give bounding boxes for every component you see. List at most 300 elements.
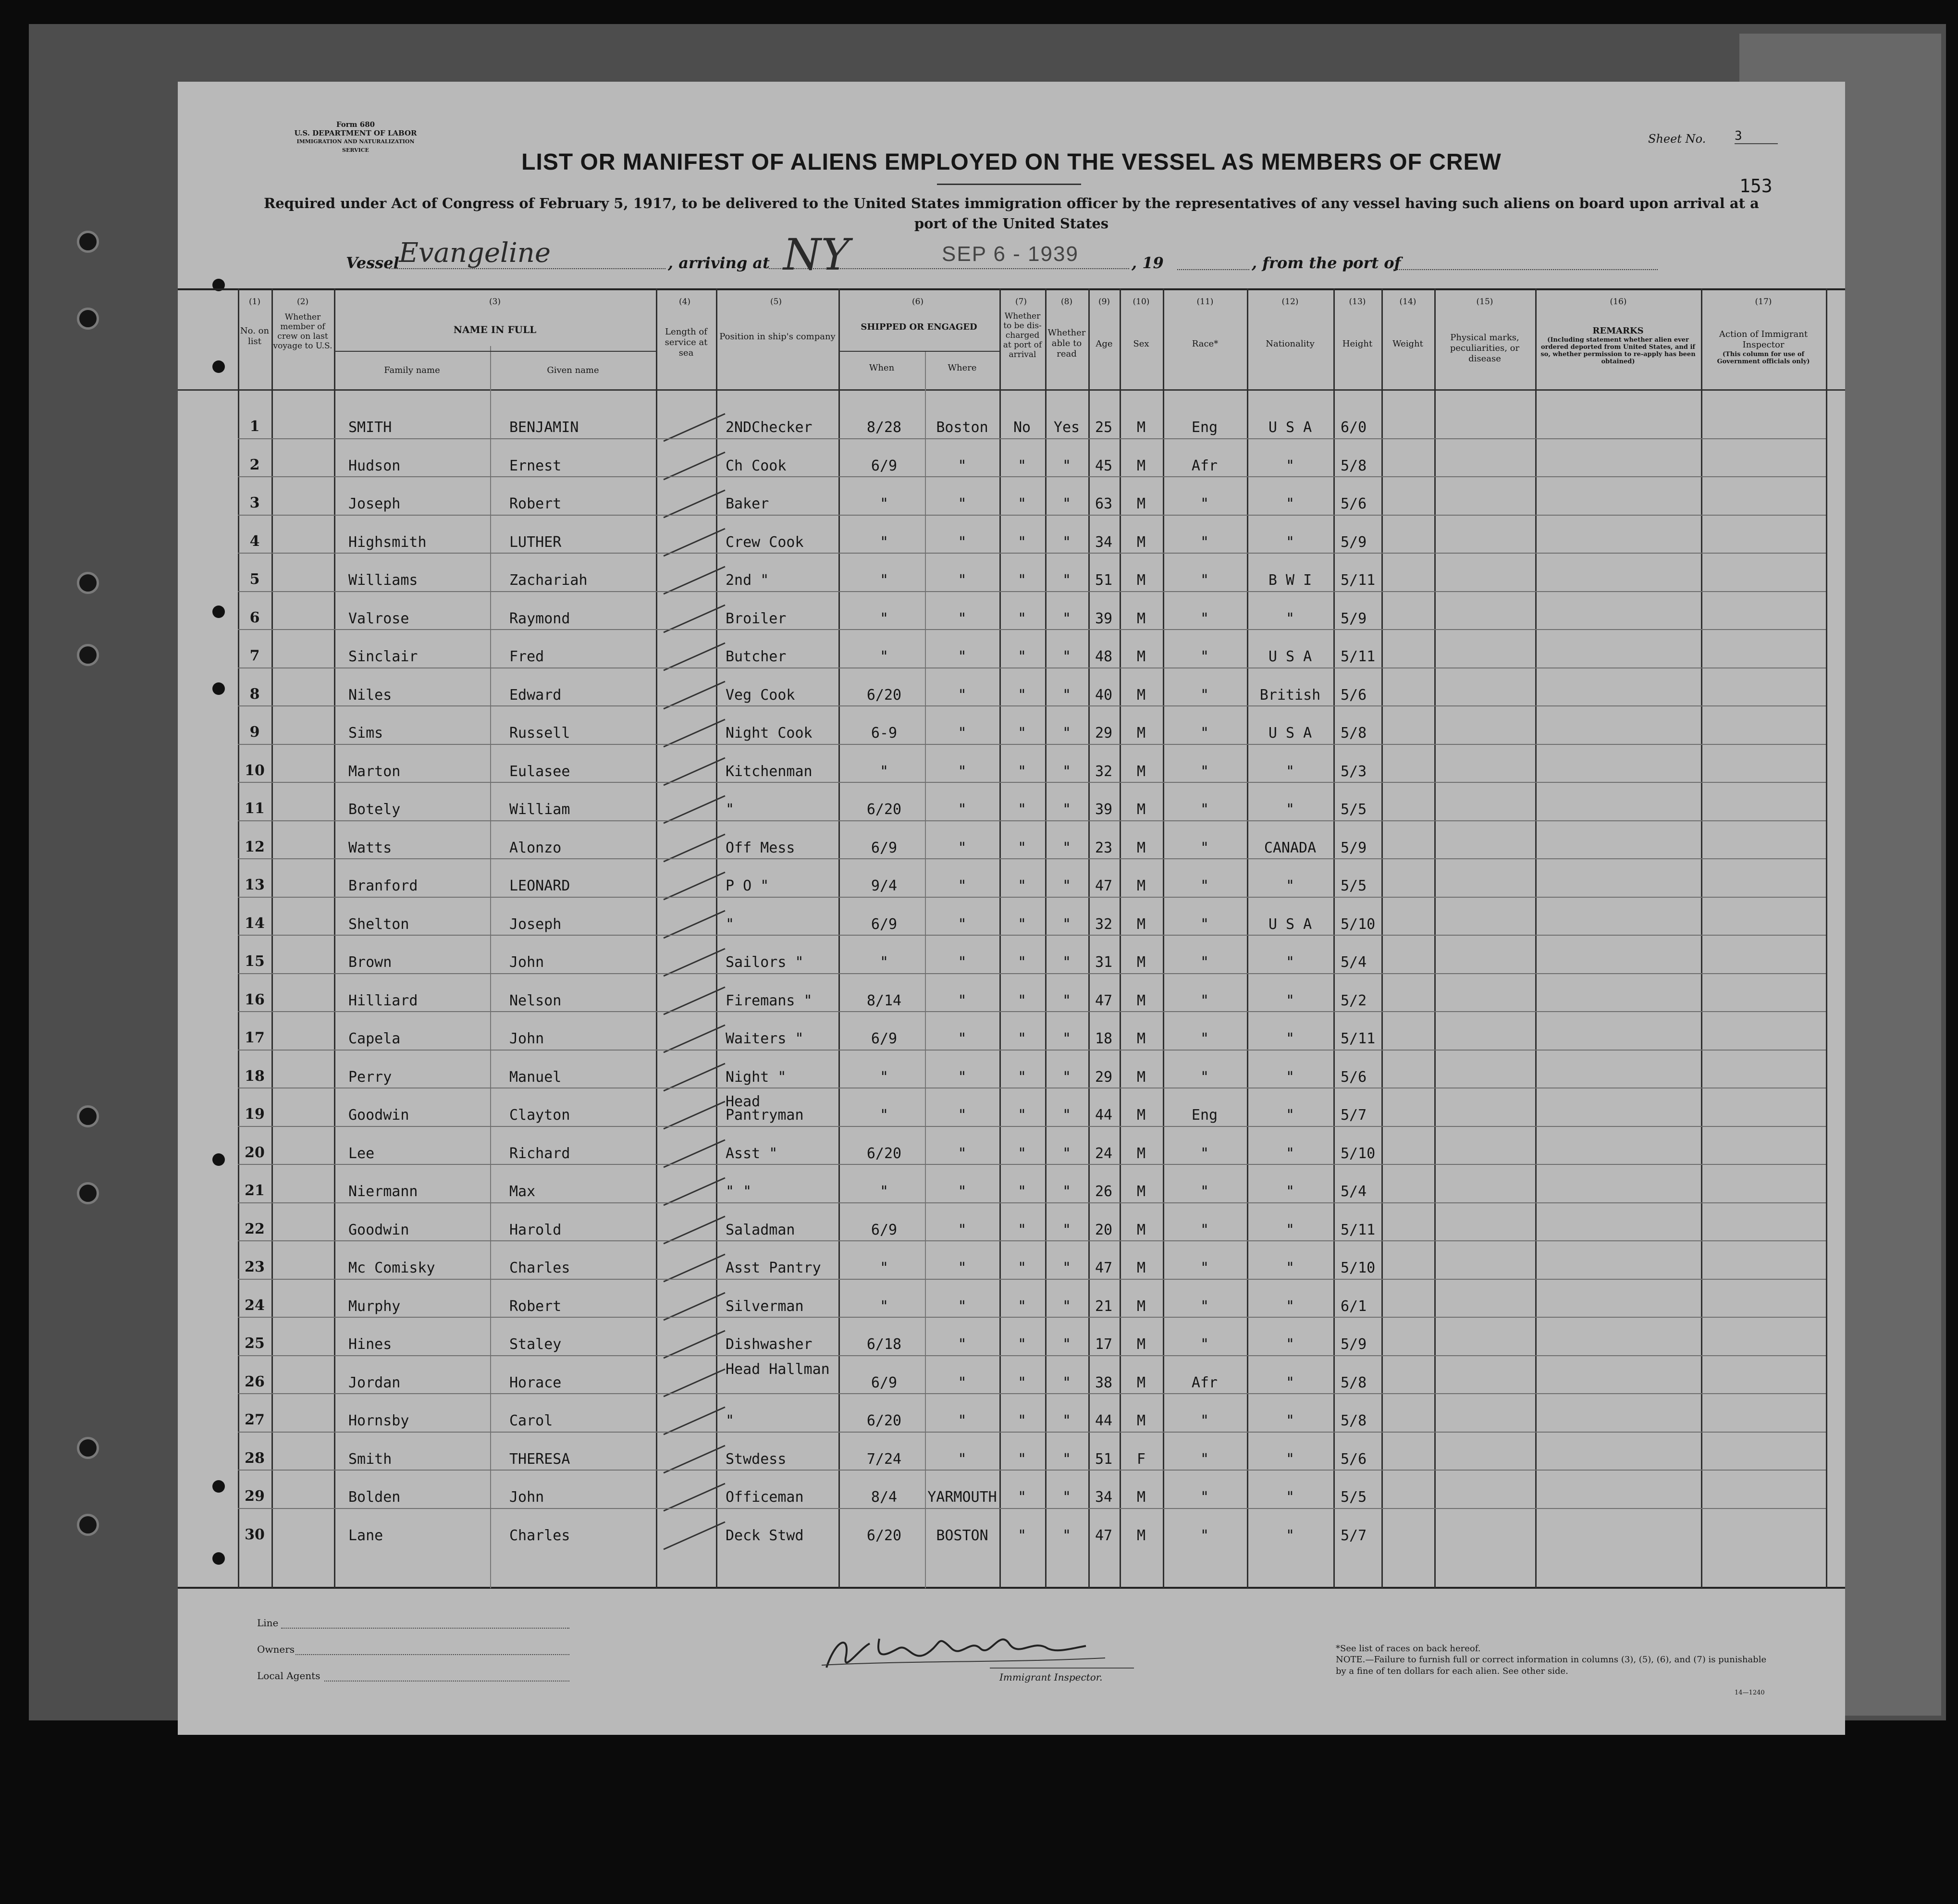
where-cell: " [958, 1412, 967, 1429]
sex-cell: M [1136, 954, 1146, 971]
row-number: 22 [245, 1220, 265, 1237]
discharged-cell: " [1017, 572, 1027, 589]
col-height: Height [1342, 339, 1373, 349]
position-cell: Dishwasher [726, 1336, 813, 1353]
manifest-sheet [178, 82, 1845, 1735]
when-cell: 6/20 [866, 801, 902, 818]
age-cell: 29 [1095, 1068, 1113, 1086]
family-name-cell: Watts [348, 839, 392, 856]
col-num: (16) [1610, 297, 1627, 307]
race-cell: " [1200, 878, 1209, 894]
row-rule [238, 1164, 1826, 1165]
binder-hole [77, 231, 99, 253]
position-cell: Waiters " [726, 1030, 804, 1047]
row-number: 14 [245, 915, 265, 932]
height-cell: 5/8 [1341, 1374, 1367, 1391]
given-name-cell: John [509, 1030, 544, 1047]
when-cell: " [879, 610, 889, 627]
row-number: 21 [245, 1182, 265, 1199]
height-cell: 5/8 [1341, 725, 1367, 742]
age-cell: 21 [1095, 1298, 1113, 1315]
nationality-cell: " [1285, 533, 1295, 551]
inspector-label: Immigrant Inspector. [999, 1671, 1103, 1683]
race-cell: " [1200, 610, 1209, 627]
row-number: 18 [245, 1067, 265, 1085]
age-cell: 38 [1095, 1374, 1113, 1391]
discharged-cell: " [1017, 1183, 1027, 1200]
row-number: 26 [245, 1373, 265, 1390]
row-rule [238, 782, 1826, 783]
age-cell: 34 [1095, 1489, 1113, 1506]
when-cell: 6-9 [871, 725, 898, 742]
age-cell: 47 [1095, 1260, 1113, 1276]
race-cell: Afr [1191, 1374, 1218, 1391]
position-cell: Broiler [726, 610, 787, 627]
col-remarks-note: (Including statement whether alien ever ordered deported from United States, and if so, whether permission to re-apply has been obtained) [1540, 336, 1696, 365]
age-cell: 44 [1095, 1412, 1113, 1429]
height-cell: 5/11 [1341, 572, 1376, 589]
where-cell: " [958, 1183, 967, 1200]
read-cell: " [1062, 572, 1071, 589]
punch-hole [212, 1552, 225, 1565]
race-cell: " [1200, 1260, 1209, 1276]
discharged-cell: " [1017, 648, 1027, 665]
height-cell: 5/4 [1341, 954, 1367, 971]
when-cell: " [879, 1068, 889, 1086]
read-cell: Yes [1053, 419, 1080, 436]
binder-hole [77, 1514, 99, 1536]
col-no-on-list: No. on list [240, 326, 270, 346]
col-num: (7) [1015, 297, 1027, 307]
col-sex: Sex [1133, 339, 1149, 349]
race-cell: " [1200, 1489, 1209, 1506]
given-name-cell: Ernest [509, 457, 562, 474]
discharged-cell: " [1017, 1374, 1027, 1391]
given-name-cell: William [509, 801, 570, 818]
read-cell: " [1062, 839, 1071, 856]
height-cell: 5/5 [1341, 878, 1367, 894]
read-cell: " [1062, 533, 1071, 551]
vessel-name-field [389, 235, 665, 269]
col-num: (17) [1755, 297, 1772, 307]
given-name-cell: Richard [509, 1145, 570, 1162]
discharged-cell: " [1017, 1527, 1027, 1544]
owners-field [296, 1653, 569, 1655]
discharged-cell: " [1017, 1030, 1027, 1047]
department: U.S. DEPARTMENT OF LABOR [294, 129, 417, 137]
race-cell: " [1200, 1336, 1209, 1353]
sex-cell: M [1136, 1489, 1146, 1506]
nationality-cell: CANADA [1264, 839, 1317, 856]
column-rule [490, 346, 491, 1588]
read-cell: " [1062, 1030, 1071, 1047]
where-cell: " [958, 610, 967, 627]
row-rule [238, 476, 1826, 477]
row-rule [238, 1050, 1826, 1051]
family-name-cell: Goodwin [348, 1221, 409, 1238]
discharged-cell: " [1017, 725, 1027, 742]
given-name-cell: LUTHER [509, 533, 562, 551]
position-cell: Night Cook [726, 725, 813, 742]
family-name-cell: Lee [348, 1145, 375, 1162]
read-cell: " [1062, 992, 1071, 1009]
when-cell: 8/14 [866, 992, 902, 1009]
height-cell: 5/11 [1341, 1030, 1376, 1047]
position-cell: Crew Cook [726, 533, 804, 551]
row-rule [238, 973, 1826, 974]
punch-hole [212, 682, 225, 695]
discharged-cell: " [1017, 878, 1027, 894]
family-name-cell: Williams [348, 572, 418, 589]
sex-cell: M [1136, 1260, 1146, 1276]
row-rule [238, 858, 1826, 859]
nationality-cell: " [1285, 1068, 1295, 1086]
race-cell: " [1200, 992, 1209, 1009]
where-cell: " [958, 878, 967, 894]
when-cell: 6/9 [871, 1030, 898, 1047]
given-name-cell: Staley [509, 1336, 562, 1353]
nationality-cell: " [1285, 1489, 1295, 1506]
table-top-rule [178, 288, 1845, 290]
position-cell: P O " [726, 878, 769, 894]
row-rule [238, 515, 1826, 516]
height-cell: 5/10 [1341, 1145, 1376, 1162]
col-weight: Weight [1392, 339, 1423, 349]
family-name-cell: Highsmith [348, 533, 427, 551]
col-num: (5) [770, 297, 782, 307]
nationality-cell: " [1285, 763, 1295, 780]
where-cell: " [958, 495, 967, 512]
arriving-port: NY [783, 230, 850, 280]
row-rule [238, 438, 1826, 439]
when-cell: 6/9 [871, 1221, 898, 1238]
discharged-cell: " [1017, 1068, 1027, 1086]
discharged-cell: " [1017, 1298, 1027, 1315]
family-name-cell: Mc Comisky [348, 1260, 435, 1276]
position-cell: Sailors " [726, 954, 804, 971]
read-cell: " [1062, 1336, 1071, 1353]
sex-cell: M [1136, 457, 1146, 474]
row-rule [238, 820, 1826, 821]
read-cell: " [1062, 1068, 1071, 1086]
race-cell: " [1200, 1412, 1209, 1429]
position-cell: " [726, 915, 735, 933]
when-cell: 9/4 [871, 878, 898, 894]
discharged-cell: " [1017, 495, 1027, 512]
family-name-cell: Lane [348, 1527, 383, 1544]
shipped-subheader-rule [838, 351, 999, 352]
when-cell: " [879, 495, 889, 512]
discharged-cell: " [1017, 801, 1027, 818]
nationality-cell: " [1285, 1107, 1295, 1124]
position-cell: 2nd " [726, 572, 769, 589]
discharged-cell: " [1017, 763, 1027, 780]
nationality-cell: " [1285, 992, 1295, 1009]
col-discharged: Whether to be dis-charged at port of arrival [1003, 311, 1042, 359]
age-cell: 40 [1095, 686, 1113, 704]
race-cell: " [1200, 1221, 1209, 1238]
height-cell: 5/5 [1341, 1489, 1367, 1506]
col-nationality: Nationality [1266, 339, 1315, 349]
col-num: (13) [1349, 297, 1366, 307]
given-name-cell: Robert [509, 1298, 562, 1315]
where-cell: " [958, 839, 967, 856]
family-name-cell: Perry [348, 1068, 392, 1086]
sex-cell: M [1136, 686, 1146, 704]
race-cell: " [1200, 1298, 1209, 1315]
vessel-label: Vessel [346, 254, 399, 272]
sex-cell: M [1136, 915, 1146, 933]
col-given-name: Given name [547, 365, 599, 375]
nationality-cell: " [1285, 1412, 1295, 1429]
nationality-cell: " [1285, 878, 1295, 894]
nationality-cell: U S A [1268, 419, 1312, 436]
family-name-cell: Brown [348, 954, 392, 971]
position-cell: Asst " [726, 1145, 778, 1162]
read-cell: " [1062, 1298, 1071, 1315]
height-cell: 6/1 [1341, 1298, 1367, 1315]
col-num: (15) [1476, 297, 1493, 307]
age-cell: 63 [1095, 495, 1113, 512]
sex-cell: M [1136, 763, 1146, 780]
age-cell: 17 [1095, 1336, 1113, 1353]
when-cell: " [879, 1107, 889, 1124]
row-rule [238, 1240, 1826, 1241]
read-cell: " [1062, 1412, 1071, 1429]
family-name-cell: Marton [348, 763, 401, 780]
where-cell: " [958, 1221, 967, 1238]
family-name-cell: Botely [348, 801, 401, 818]
sheet-label: Sheet No. [1648, 132, 1706, 146]
local-agents-label: Local Agents [257, 1670, 320, 1681]
row-rule [238, 1126, 1826, 1127]
signature-line [990, 1668, 1134, 1669]
position-cell: Head Pantryman [726, 1093, 804, 1124]
col-num: (11) [1196, 297, 1214, 307]
height-cell: 5/9 [1341, 1336, 1367, 1353]
discharged-cell: " [1017, 533, 1027, 551]
row-number: 23 [245, 1259, 265, 1275]
given-name-cell: Manuel [509, 1068, 562, 1086]
age-cell: 39 [1095, 610, 1113, 627]
read-cell: " [1062, 495, 1071, 512]
given-name-cell: Robert [509, 495, 562, 512]
race-cell: " [1200, 801, 1209, 818]
family-name-cell: Branford [348, 878, 418, 894]
row-rule [238, 935, 1826, 936]
table-bottom-rule [178, 1587, 1845, 1589]
race-cell: " [1200, 1183, 1209, 1200]
arriving-port-field [769, 230, 1129, 280]
position-cell: Off Mess [726, 839, 795, 856]
row-rule [238, 1393, 1826, 1394]
height-cell: 5/11 [1341, 1221, 1376, 1238]
race-cell: " [1200, 839, 1209, 856]
height-cell: 5/7 [1341, 1107, 1367, 1124]
height-cell: 5/6 [1341, 495, 1367, 512]
row-rule [238, 1470, 1826, 1471]
height-cell: 5/11 [1341, 648, 1376, 665]
row-number: 19 [245, 1106, 265, 1123]
discharged-cell: " [1017, 610, 1027, 627]
age-cell: 51 [1095, 572, 1113, 589]
discharged-cell: " [1017, 839, 1027, 856]
given-name-cell: Russell [509, 725, 570, 742]
given-name-cell: Nelson [509, 992, 562, 1009]
position-cell: " " [726, 1183, 752, 1200]
sex-cell: M [1136, 878, 1146, 894]
row-rule [238, 629, 1826, 630]
binder-hole [77, 572, 99, 594]
family-name-cell: Joseph [348, 495, 401, 512]
height-cell: 5/10 [1341, 1260, 1376, 1276]
family-name-cell: Sims [348, 725, 383, 742]
sex-cell: M [1136, 1412, 1146, 1429]
punch-hole [212, 1480, 225, 1493]
row-rule [238, 1432, 1826, 1433]
row-number: 7 [249, 647, 260, 664]
family-name-cell: Niermann [348, 1183, 418, 1200]
nationality-cell: " [1285, 1336, 1295, 1353]
col-name-in-full: NAME IN FULL [453, 324, 537, 335]
discharged-cell: " [1017, 1412, 1027, 1429]
where-cell: " [958, 725, 967, 742]
discharged-cell: " [1017, 1336, 1027, 1353]
binder-hole [77, 308, 99, 330]
read-cell: " [1062, 801, 1071, 818]
col-num: (12) [1281, 297, 1299, 307]
punch-hole [212, 1153, 225, 1166]
binder-hole [77, 644, 99, 666]
read-cell: " [1062, 1183, 1071, 1200]
sex-cell: M [1136, 572, 1146, 589]
family-name-cell: Sinclair [348, 648, 418, 665]
given-name-cell: Clayton [509, 1107, 570, 1124]
race-cell: " [1200, 1068, 1209, 1086]
family-name-cell: Hudson [348, 457, 401, 474]
row-number: 27 [245, 1411, 265, 1428]
family-name-cell: Hilliard [348, 992, 418, 1009]
when-cell: 6/20 [866, 1527, 902, 1544]
race-cell: " [1200, 1527, 1209, 1544]
col-length-service: Length of service at sea [665, 327, 708, 358]
nationality-cell: " [1285, 1527, 1295, 1544]
row-number: 4 [249, 532, 260, 550]
nationality-cell: B W I [1268, 572, 1312, 589]
given-name-cell: Charles [509, 1260, 570, 1276]
col-num: (3) [489, 297, 501, 307]
race-cell: " [1200, 763, 1209, 780]
header-bottom-rule [178, 389, 1845, 391]
age-cell: 23 [1095, 839, 1113, 856]
position-cell: Asst Pantry [726, 1260, 821, 1276]
where-cell: YARMOUTH [927, 1489, 997, 1506]
age-cell: 32 [1095, 915, 1113, 933]
row-rule [238, 1355, 1826, 1356]
position-cell: Silverman [726, 1298, 804, 1315]
given-name-cell: Raymond [509, 610, 570, 627]
age-cell: 47 [1095, 878, 1113, 894]
race-cell: " [1200, 495, 1209, 512]
read-cell: " [1062, 878, 1071, 894]
family-name-cell: Niles [348, 686, 392, 704]
col-race: Race* [1192, 339, 1219, 349]
form-code: 14—1240 [1735, 1689, 1765, 1696]
where-cell: " [958, 992, 967, 1009]
age-cell: 31 [1095, 954, 1113, 971]
nationality-cell: " [1285, 801, 1295, 818]
year-field [1177, 268, 1249, 270]
given-name-cell: Alonzo [509, 839, 562, 856]
when-cell: 6/20 [866, 686, 902, 704]
form-number: Form 680 [336, 120, 375, 129]
row-rule [238, 1317, 1826, 1318]
row-rule [238, 591, 1826, 592]
position-cell: Veg Cook [726, 686, 795, 704]
read-cell: " [1062, 1527, 1071, 1544]
family-name-cell: Capela [348, 1030, 401, 1047]
age-cell: 26 [1095, 1183, 1113, 1200]
nationality-cell: " [1285, 495, 1295, 512]
read-cell: " [1062, 1450, 1071, 1468]
nationality-cell: U S A [1268, 725, 1312, 742]
where-cell: " [958, 533, 967, 551]
when-cell: " [879, 954, 889, 971]
when-cell: " [879, 572, 889, 589]
year-label: , 19 [1132, 254, 1164, 272]
sex-cell: M [1136, 533, 1146, 551]
race-cell: Eng [1191, 1107, 1218, 1124]
when-cell: 8/4 [871, 1489, 898, 1506]
read-cell: " [1062, 648, 1071, 665]
race-cell: " [1200, 686, 1209, 704]
row-number: 12 [245, 838, 265, 855]
service: IMMIGRATION AND NATURALIZATION SERVICE [296, 138, 415, 153]
discharged-cell: " [1017, 915, 1027, 933]
column-rule [925, 351, 926, 1588]
where-cell: Boston [936, 419, 988, 436]
read-cell: " [1062, 1489, 1071, 1506]
position-cell: " [726, 801, 735, 818]
sex-cell: M [1136, 1374, 1146, 1391]
col-num: (4) [678, 297, 691, 307]
sheet-number: 3 [1735, 129, 1778, 144]
given-name-cell: John [509, 954, 544, 971]
nationality-cell: " [1285, 1298, 1295, 1315]
where-cell: " [958, 1336, 967, 1353]
read-cell: " [1062, 1221, 1071, 1238]
position-cell: Baker [726, 495, 769, 512]
row-number: 3 [249, 495, 260, 511]
col-when: When [869, 363, 895, 373]
read-cell: " [1062, 725, 1071, 742]
height-cell: 5/9 [1341, 533, 1367, 551]
given-name-cell: Fred [509, 648, 544, 665]
sex-cell: M [1136, 419, 1146, 436]
nationality-cell: " [1285, 1374, 1295, 1391]
from-port-label: , from the port of [1252, 254, 1401, 272]
given-name-cell: Horace [509, 1374, 562, 1391]
races-note: *See list of races on back hereof. [1336, 1644, 1481, 1654]
discharged-cell: " [1017, 1107, 1027, 1124]
row-number: 5 [249, 571, 260, 588]
col-able-read: Whether able to read [1047, 328, 1086, 359]
position-cell: Deck Stwd [726, 1527, 804, 1544]
family-name-cell: Goodwin [348, 1107, 409, 1124]
height-cell: 5/2 [1341, 992, 1367, 1009]
nationality-cell: U S A [1268, 915, 1312, 933]
nationality-cell: " [1285, 1260, 1295, 1276]
